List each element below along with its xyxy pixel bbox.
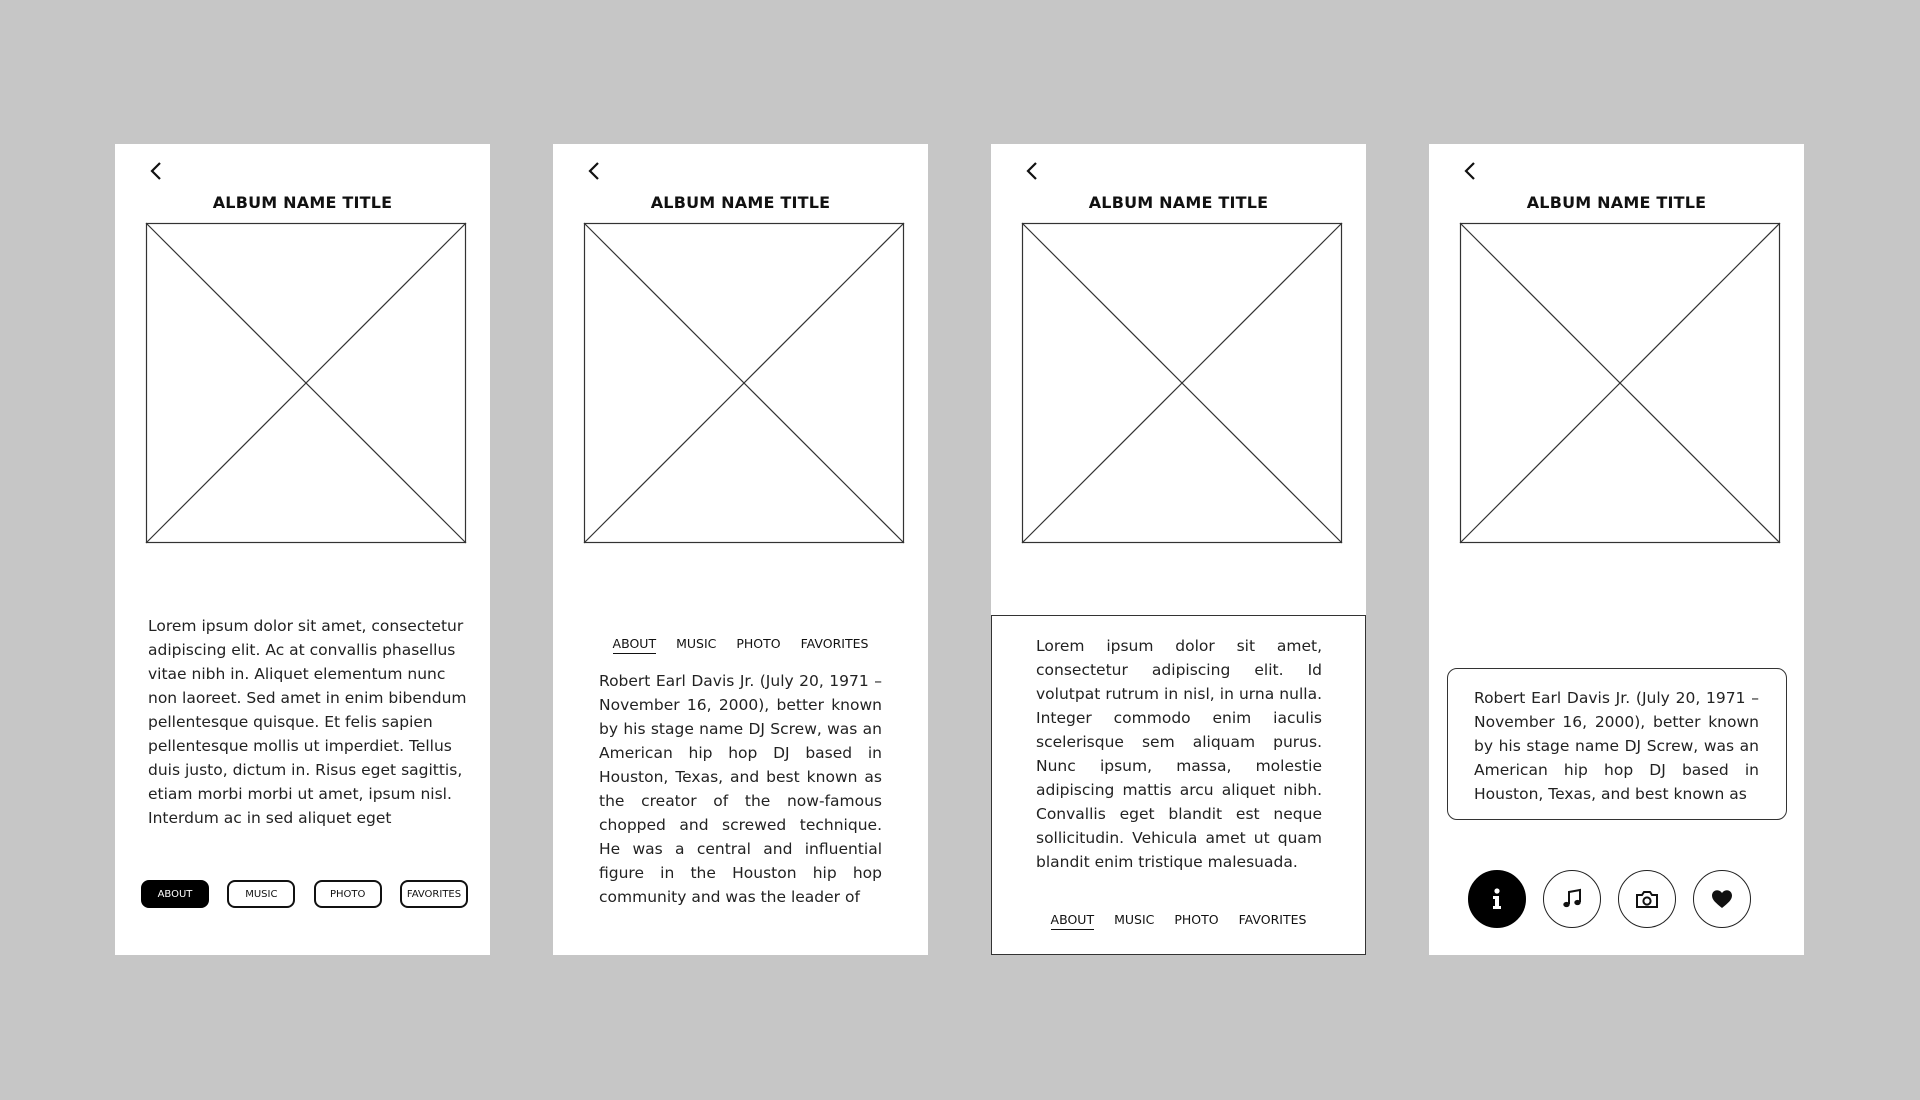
back-button[interactable]	[145, 158, 167, 184]
back-button[interactable]	[583, 158, 605, 184]
page-title: ALBUM NAME TITLE	[1526, 193, 1707, 212]
bio-text: Robert Earl Davis Jr. (July 20, 1971 – November 16, 2000), better known by his stage name DJ Screw, was an American hip hop DJ based in Houston, Texas, and best known as	[1474, 689, 1759, 803]
about-text: Lorem ipsum dolor sit amet, consectetur adipiscing elit. Id volutpat rutrum in nisl, in urna nulla. Integer commodo enim iaculis scelerisque sem aliquam purus. Nunc ipsum, massa, molestie adipiscing mattis arcu aliquet nibh. Convallis eget blandit est neque sollicitudin. Vehicula amet ut quam blandit enim tristique malesuada.	[1036, 637, 1322, 871]
back-button[interactable]	[1459, 158, 1481, 184]
screen-pill-tabs	[115, 144, 490, 955]
chevron-left-icon	[1463, 161, 1477, 181]
icon-tab-bar	[1468, 870, 1751, 928]
tab-bar	[553, 636, 928, 654]
back-button[interactable]	[1021, 158, 1043, 184]
tab-photo[interactable]: PHOTO	[736, 636, 781, 651]
bio-text: Robert Earl Davis Jr. (July 20, 1971 – November 16, 2000), better known by his stage name DJ Screw, was an American hip hop DJ based in Houston, Texas, and best known as the creator of the now-famous chopped and screwed technique. He was a central and influential figure in the Houston hip hop community and was the leader of	[599, 672, 882, 906]
page-title: ALBUM NAME TITLE	[1088, 193, 1269, 212]
tab-photo[interactable]: PHOTO	[314, 880, 382, 908]
album-art-placeholder	[1460, 223, 1780, 543]
tab-photo[interactable]: PHOTO	[1174, 912, 1219, 927]
about-text: Lorem ipsum dolor sit amet, consectetur adipiscing elit. Ac at convallis phasellus vitae nibh in. Aliquet elementum nunc non laoreet. Sed amet in enim bibendum pellentesque quisque. Et felis sapien pellentesque mollis ut imperdiet. Tellus duis justo, dictum in. Risus eget sagittis, etiam morbi morbi ut amet, ipsum nisl. Interdum ac in sed aliquet eget	[148, 617, 467, 827]
tab-favorites[interactable]: FAVORITES	[400, 880, 468, 908]
screen-bottom-sheet	[991, 144, 1366, 955]
page-title: ALBUM NAME TITLE	[212, 193, 393, 212]
music-note-icon	[1561, 888, 1583, 910]
tab-music[interactable]: MUSIC	[676, 636, 717, 651]
tab-music[interactable]: MUSIC	[1114, 912, 1155, 927]
chevron-left-icon	[1025, 161, 1039, 181]
camera-icon	[1635, 889, 1659, 909]
tab-about[interactable]: ABOUT	[613, 636, 657, 654]
chevron-left-icon	[587, 161, 601, 181]
screen-icon-tabs	[1429, 144, 1804, 955]
screen-text-tabs-top	[553, 144, 928, 955]
tab-about[interactable]: ABOUT	[1051, 912, 1095, 930]
tab-favorites[interactable]: FAVORITES	[1238, 912, 1307, 927]
chevron-left-icon	[149, 161, 163, 181]
album-art-placeholder	[146, 223, 466, 543]
page-title: ALBUM NAME TITLE	[650, 193, 831, 212]
tab-music[interactable]: MUSIC	[227, 880, 295, 908]
heart-icon	[1711, 889, 1733, 909]
album-art-placeholder	[1022, 223, 1342, 543]
tab-favorites[interactable]	[1693, 870, 1751, 928]
album-art-placeholder	[584, 223, 904, 543]
tab-bar	[991, 912, 1366, 930]
pill-tab-bar	[141, 880, 468, 908]
tab-favorites[interactable]: FAVORITES	[800, 636, 869, 651]
info-icon	[1490, 888, 1504, 910]
tab-about[interactable]: ABOUT	[141, 880, 209, 908]
tab-photo[interactable]	[1618, 870, 1676, 928]
tab-about[interactable]	[1468, 870, 1526, 928]
tab-music[interactable]	[1543, 870, 1601, 928]
